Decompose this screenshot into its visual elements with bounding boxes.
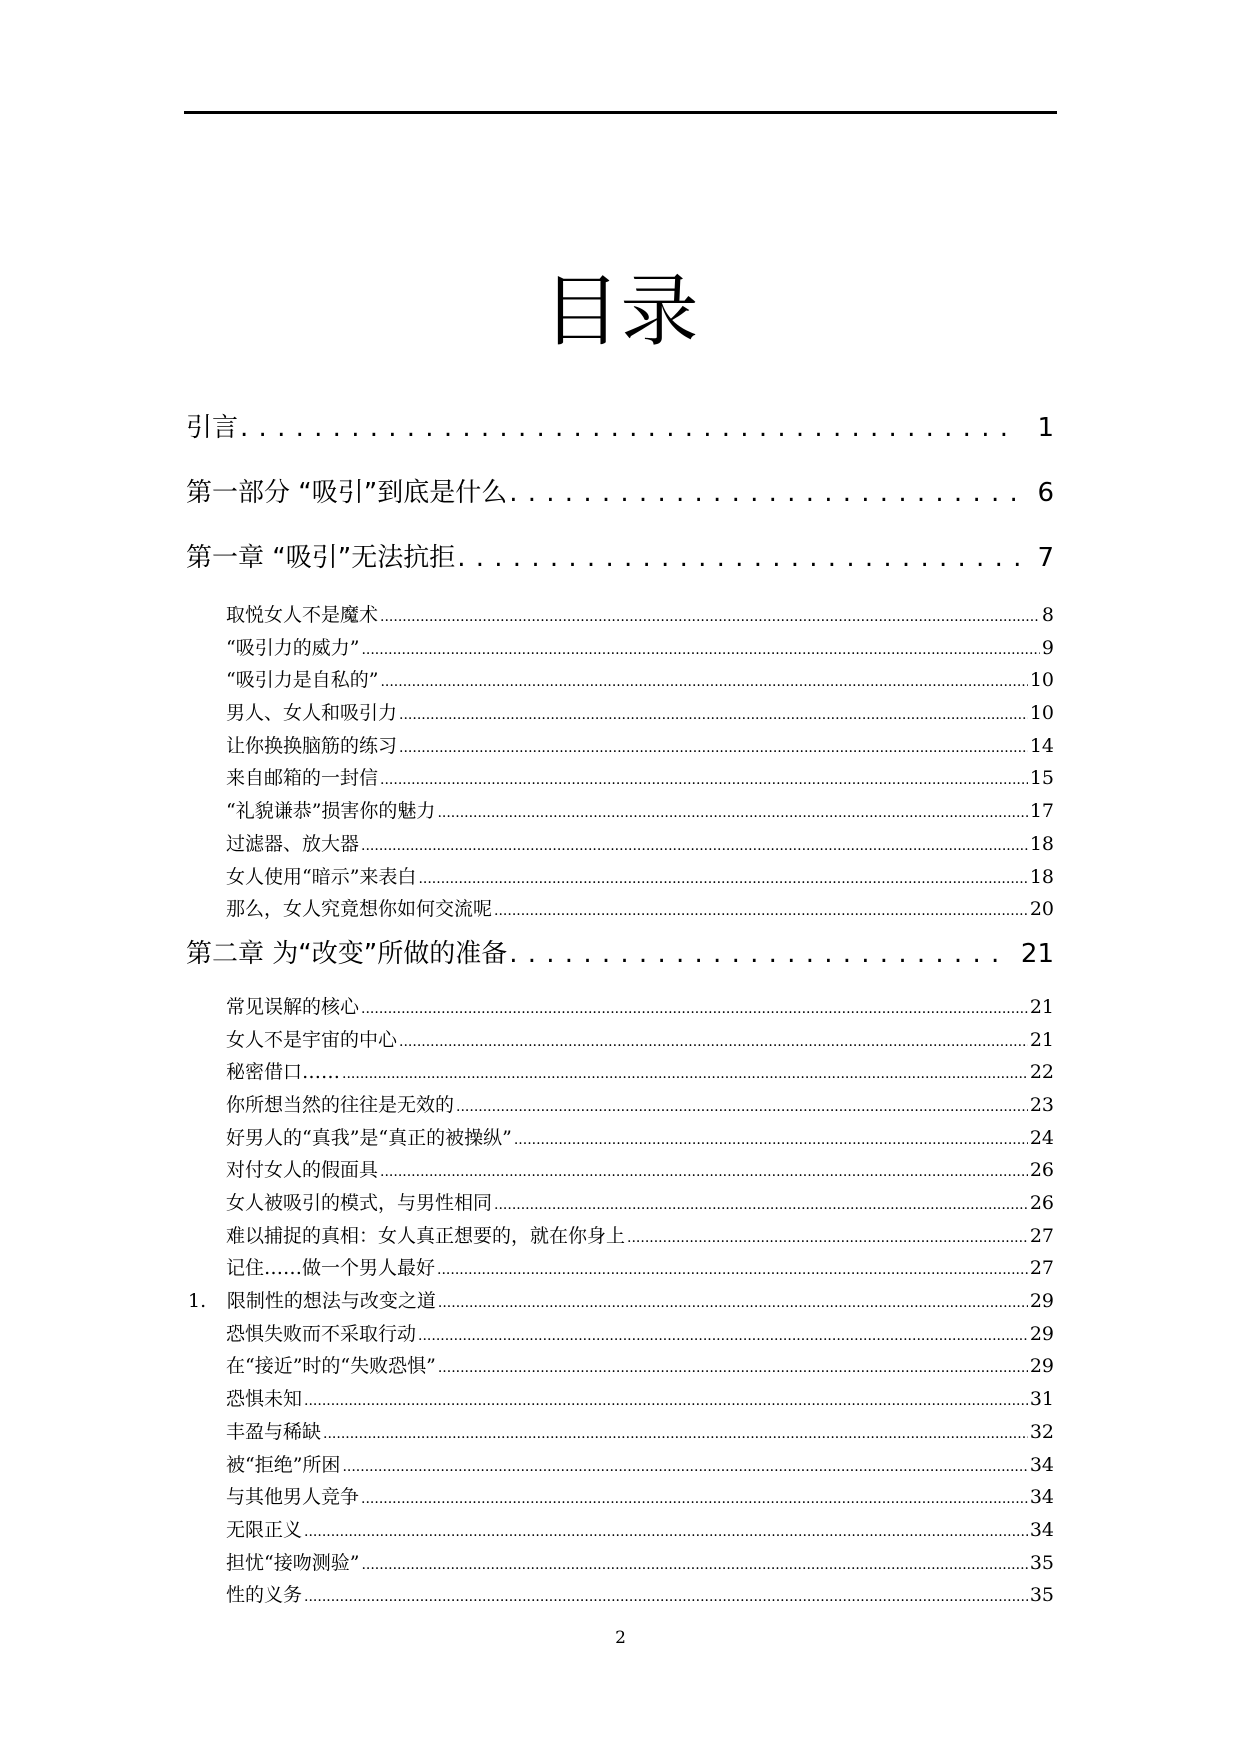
toc-entry-label: 好男人的“真我”是“真正的被操纵” xyxy=(226,1126,512,1149)
toc-entry-page: 6 xyxy=(1037,478,1054,508)
toc-entry-label: 让你换换脑筋的练习 xyxy=(226,734,398,757)
toc-entry-page: 27 xyxy=(1029,1224,1054,1247)
toc-entry-label: 第一章 “吸引”无法抗拒 xyxy=(186,543,456,573)
toc-entry-major[interactable] xyxy=(186,530,1054,595)
toc-entry-page: 9 xyxy=(1041,636,1054,659)
toc-entry-major[interactable] xyxy=(186,926,1054,991)
toc-entry-label: 无限正义 xyxy=(226,1518,303,1541)
toc-entry-number: 1. xyxy=(188,1290,207,1313)
toc-entry-label: 丰盈与稀缺 xyxy=(226,1420,322,1443)
toc-entry-major[interactable] xyxy=(186,465,1054,530)
toc-entry-label: 恐惧未知 xyxy=(226,1388,303,1411)
toc-entry-major[interactable] xyxy=(186,400,1054,465)
toc-entry-page: 10 xyxy=(1029,702,1054,725)
dot-leader xyxy=(361,1483,1028,1516)
dot-leader xyxy=(240,400,1021,456)
dot-leader xyxy=(304,1385,1028,1418)
toc-entry[interactable] xyxy=(186,1449,1054,1482)
dot-leader xyxy=(456,1091,1028,1124)
toc-entry-page: 27 xyxy=(1029,1257,1054,1280)
toc-entry-page: 10 xyxy=(1029,669,1054,692)
toc-entry-label: “吸引力是自私的” xyxy=(226,669,379,692)
toc-entry[interactable] xyxy=(186,1154,1054,1187)
dot-leader xyxy=(342,1058,1028,1091)
dot-leader xyxy=(342,1451,1027,1484)
toc-entry-label: 来自邮箱的一封信 xyxy=(226,767,379,790)
dot-leader xyxy=(494,895,1028,928)
toc-entry[interactable] xyxy=(186,632,1054,665)
toc-entry-page: 32 xyxy=(1029,1420,1054,1443)
dot-leader xyxy=(361,830,1028,863)
dot-leader xyxy=(361,1549,1027,1582)
dot-leader xyxy=(418,863,1027,896)
dot-leader xyxy=(437,1254,1028,1287)
toc-entry-page: 34 xyxy=(1029,1518,1054,1541)
toc-entry-label: 过滤器、放大器 xyxy=(226,832,360,855)
toc-entry[interactable] xyxy=(186,1481,1054,1514)
toc-entry-page: 34 xyxy=(1029,1486,1054,1509)
dot-leader xyxy=(304,1581,1028,1614)
toc-entry-page: 24 xyxy=(1029,1126,1054,1149)
toc-entry-label: 对付女人的假面具 xyxy=(226,1159,379,1182)
toc-entry-label: 恐惧失败而不采取行动 xyxy=(226,1322,417,1345)
toc-entry-label: 女人不是宇宙的中心 xyxy=(226,1028,398,1051)
toc-entry-page: 20 xyxy=(1029,898,1054,921)
toc-entry-page: 23 xyxy=(1029,1093,1054,1116)
toc-entry-page: 26 xyxy=(1029,1159,1054,1182)
toc-entry[interactable] xyxy=(186,664,1054,697)
toc-entry-page: 21 xyxy=(1029,1028,1054,1051)
toc-entry-label: 担忧“接吻测验” xyxy=(226,1551,360,1574)
toc-entry-label: 被“拒绝”所困 xyxy=(226,1453,341,1476)
toc-entry-numbered[interactable] xyxy=(186,1285,1054,1318)
dot-leader xyxy=(509,465,1021,521)
toc-entry-page: 15 xyxy=(1029,767,1054,790)
toc-entry[interactable] xyxy=(186,1350,1054,1383)
toc-entry[interactable] xyxy=(186,1383,1054,1416)
toc-entry-label: 在“接近”时的“失败恐惧” xyxy=(226,1355,436,1378)
toc-entry-label: “吸引力的威力” xyxy=(226,636,360,659)
toc-entry[interactable] xyxy=(186,1514,1054,1547)
toc-entry[interactable] xyxy=(186,1187,1054,1220)
dot-leader xyxy=(438,1287,1028,1320)
toc-entry-label: 第二章 为“改变”所做的准备 xyxy=(186,938,508,969)
toc-entry[interactable] xyxy=(186,762,1054,795)
dot-leader xyxy=(627,1222,1028,1255)
toc-entry-label: 你所想当然的往往是无效的 xyxy=(226,1093,455,1116)
dot-leader xyxy=(399,732,1028,765)
toc-entry[interactable] xyxy=(186,1220,1054,1253)
page-title: 目录 xyxy=(542,267,699,357)
toc-entry-page: 18 xyxy=(1029,832,1054,855)
toc-entry[interactable] xyxy=(186,1252,1054,1285)
toc-entry-page: 34 xyxy=(1029,1453,1054,1476)
dot-leader xyxy=(399,699,1028,732)
toc-entry-page: 8 xyxy=(1041,604,1054,626)
toc-entry[interactable] xyxy=(186,828,1054,861)
toc-entry-label: 难以捕捉的真相：女人真正想要的，就在你身上 xyxy=(226,1224,626,1247)
toc-entry-label: 那么，女人究竟想你如何交流呢 xyxy=(226,898,493,921)
toc-entry-page: 14 xyxy=(1029,734,1054,757)
toc-entry-page: 22 xyxy=(1029,1061,1054,1084)
toc-entry-page: 18 xyxy=(1029,865,1054,888)
toc-entry-page: 29 xyxy=(1029,1322,1054,1345)
toc-entry[interactable] xyxy=(186,730,1054,763)
dot-leader xyxy=(509,926,1005,982)
toc-entry-label: 性的义务 xyxy=(226,1584,303,1607)
table-of-contents xyxy=(186,400,1054,1612)
toc-entry-page: 17 xyxy=(1029,800,1054,823)
dot-leader xyxy=(361,993,1028,1026)
toc-entry[interactable] xyxy=(186,1089,1054,1122)
toc-entry-label: 与其他男人竞争 xyxy=(226,1486,360,1509)
toc-entry[interactable] xyxy=(186,893,1054,926)
dot-leader xyxy=(361,634,1039,667)
dot-leader xyxy=(380,601,1040,634)
toc-entry-page: 35 xyxy=(1029,1551,1054,1574)
toc-entry[interactable] xyxy=(186,991,1054,1024)
dot-leader xyxy=(438,1352,1028,1385)
toc-entry-page: 29 xyxy=(1029,1355,1054,1378)
dot-leader xyxy=(380,1156,1028,1189)
toc-entry-page: 7 xyxy=(1037,543,1054,573)
toc-entry-label: 记住……做一个男人最好 xyxy=(226,1257,436,1280)
toc-entry-label: “礼貌谦恭”损害你的魅力 xyxy=(226,800,436,823)
toc-entry-page: 21 xyxy=(1029,995,1054,1018)
dot-leader xyxy=(323,1418,1028,1451)
dot-leader xyxy=(380,666,1027,699)
toc-entry-page: 31 xyxy=(1029,1388,1054,1411)
dot-leader xyxy=(437,797,1027,830)
toc-entry-label: 限制性的想法与改变之道 xyxy=(226,1290,436,1313)
page-number: 2 xyxy=(615,1628,626,1648)
toc-entry-page: 35 xyxy=(1029,1584,1054,1607)
toc-entry[interactable] xyxy=(186,1416,1054,1449)
toc-entry[interactable] xyxy=(186,1056,1054,1089)
toc-entry-label: 引言 xyxy=(186,413,239,443)
toc-entry[interactable] xyxy=(186,795,1054,828)
dot-leader xyxy=(494,1189,1028,1222)
dot-leader xyxy=(418,1320,1028,1353)
toc-entry[interactable] xyxy=(186,1318,1054,1351)
toc-entry[interactable] xyxy=(186,1122,1054,1155)
toc-entry[interactable] xyxy=(186,697,1054,730)
toc-entry-label: 女人被吸引的模式，与男性相同 xyxy=(226,1192,493,1214)
toc-entry-page: 21 xyxy=(1020,938,1054,969)
toc-entry[interactable] xyxy=(186,861,1054,894)
dot-leader xyxy=(514,1124,1028,1157)
toc-entry-page: 1 xyxy=(1037,413,1054,443)
dot-leader xyxy=(457,530,1021,586)
toc-entry-label: 常见误解的核心 xyxy=(226,995,360,1018)
toc-entry-label: 取悦女人不是魔术 xyxy=(226,604,379,626)
dot-leader xyxy=(399,1026,1028,1059)
toc-entry-label: 女人使用“暗示”来表白 xyxy=(226,865,417,888)
toc-entry[interactable] xyxy=(186,1024,1054,1057)
toc-entry[interactable] xyxy=(186,1547,1054,1580)
toc-entry-label: 第一部分 “吸引”到底是什么 xyxy=(186,478,508,508)
toc-entry-label: 男人、女人和吸引力 xyxy=(226,702,398,725)
header-rule xyxy=(184,111,1057,114)
toc-entry-label: 秘密借口…… xyxy=(226,1061,341,1084)
dot-leader xyxy=(380,764,1028,797)
toc-entry[interactable] xyxy=(186,599,1054,632)
toc-entry[interactable] xyxy=(186,1579,1054,1612)
dot-leader xyxy=(304,1516,1028,1549)
toc-entry-page: 29 xyxy=(1029,1290,1054,1313)
toc-entry-page: 26 xyxy=(1029,1192,1054,1214)
